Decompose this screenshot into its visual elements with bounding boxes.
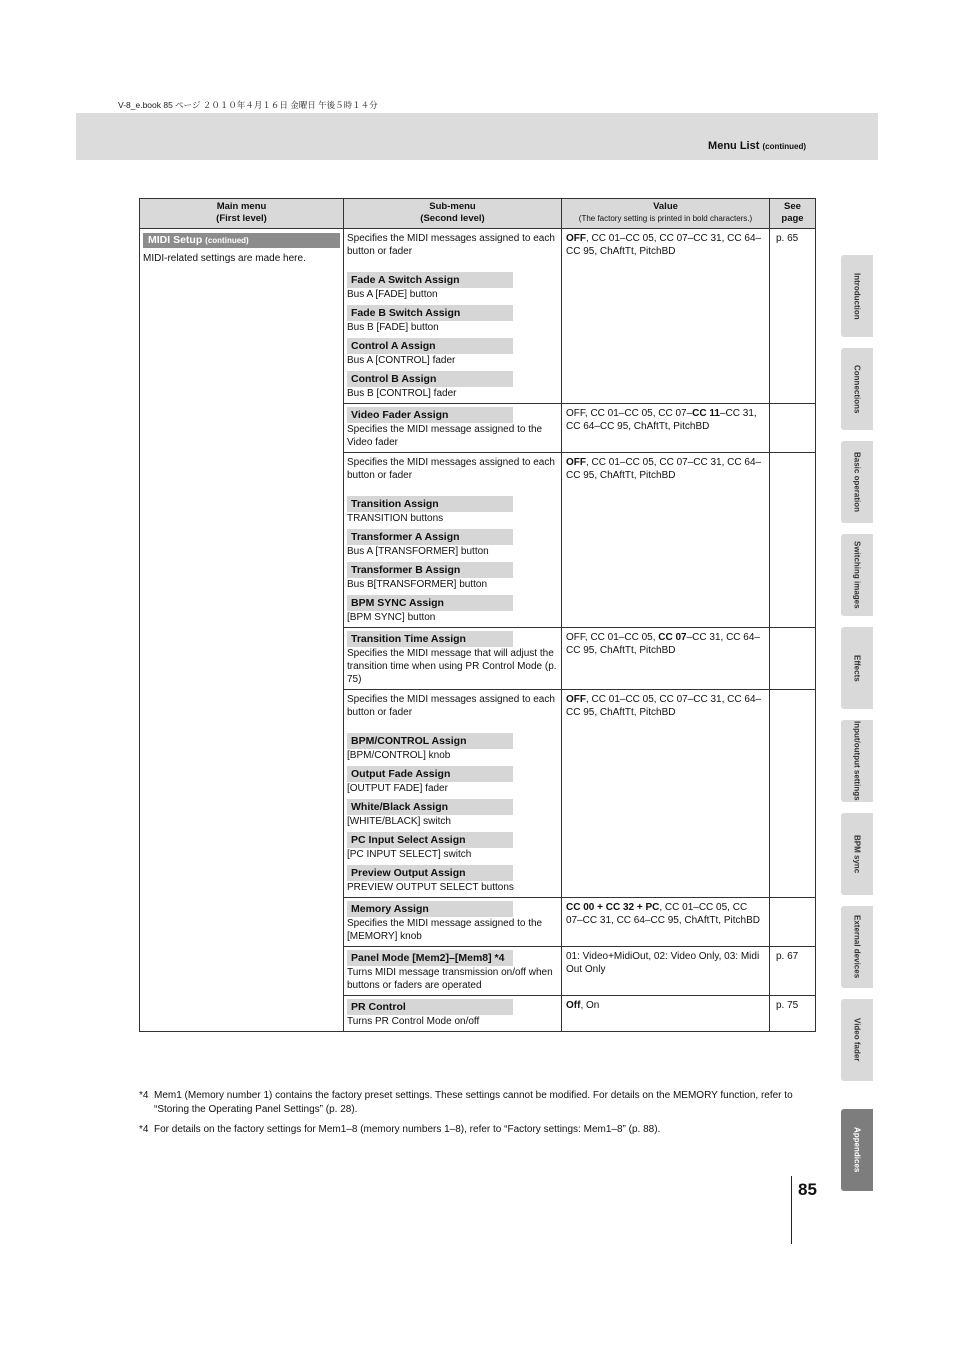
value-text: CC 11 [692, 408, 720, 419]
side-tab[interactable] [841, 720, 873, 802]
value-text: OFF [566, 457, 586, 468]
section-continued: (continued) [762, 142, 806, 151]
file-info: V-8_e.book 85 ページ ２０１０年４月１６日 金曜日 午後５時１４分 [118, 100, 378, 110]
value-text: , CC 01–CC 05, CC 07–CC 31, CC 64–CC 95, ChAftTt, PitchBD [566, 902, 760, 926]
sub-menu-label: Transition Time Assign [347, 631, 513, 647]
see-page-cell [770, 453, 816, 628]
sub-menu-label: Preview Output Assign [347, 865, 513, 881]
sub-menu-description: Bus A [TRANSFORMER] button [347, 546, 489, 557]
value-text: , CC 01–CC 05, CC 07–CC 31, CC 64–CC 95, ChAftTt, PitchBD [566, 694, 762, 718]
value-text: OFF, CC 01–CC 05, CC 07– [566, 408, 693, 419]
sub-menu-cell [344, 690, 562, 898]
header-see-page: See page [770, 199, 816, 229]
sub-menu-cell [344, 404, 562, 453]
footnotes [139, 1089, 815, 1143]
sub-menu-label: Memory Assign [347, 901, 513, 917]
main-menu-cell [140, 229, 344, 1032]
value-text: OFF [566, 694, 586, 705]
sub-menu-label: PR Control [347, 999, 513, 1015]
menu-table [139, 198, 816, 1032]
value-text: –CC 31, CC 64–CC 95, ChAftTt, PitchBD [566, 408, 757, 432]
sub-menu-cell [344, 453, 562, 628]
see-page-cell [770, 229, 816, 404]
side-tab[interactable] [841, 813, 873, 895]
sub-menu-cell [344, 898, 562, 947]
value-text: , CC 01–CC 05, CC 07–CC 31, CC 64–CC 95, ChAftTt, PitchBD [566, 457, 762, 481]
sub-menu-description: Bus A [CONTROL] fader [347, 355, 456, 366]
value-text: , CC 01–CC 05, CC 07–CC 31, CC 64–CC 95, ChAftTt, PitchBD [566, 233, 762, 257]
sub-menu-description: [WHITE/BLACK] switch [347, 816, 451, 827]
see-page-ref: p. 75 [776, 1000, 799, 1011]
value-text: –CC 31, CC 64–CC 95, ChAftTt, PitchBD [566, 632, 760, 656]
value-text: , On [580, 1000, 600, 1011]
value-text: 01: Video+MidiOut, 02: Video Only, 03: Midi Out Only [566, 951, 760, 975]
header-value: Value (The factory setting is printed in bold characters.) [562, 199, 770, 229]
see-page-cell [770, 690, 816, 898]
side-tab-label: Connections [852, 364, 862, 414]
see-page-cell [770, 898, 816, 947]
sub-menu-label: Video Fader Assign [347, 407, 513, 423]
sub-menu-description: Bus B [CONTROL] fader [347, 388, 457, 399]
see-page-cell [770, 996, 816, 1032]
side-tab[interactable] [841, 906, 873, 988]
sub-menu-description: [OUTPUT FADE] fader [347, 783, 448, 794]
value-cell [562, 947, 770, 996]
value-text: CC 00 + CC 32 + PC [566, 902, 660, 913]
sub-menu-label: Transformer A Assign [347, 529, 513, 545]
sub-menu-intro: Specifies the MIDI messages assigned to each button or fader [347, 694, 555, 718]
value-text: OFF, CC 01–CC 05, [566, 632, 659, 643]
value-cell [562, 453, 770, 628]
value-cell [562, 898, 770, 947]
footnote: *4 Mem1 (Memory number 1) contains the factory preset settings. These settings cannot be modified. For details on the MEMORY function, refer to “Storing the Operating Panel Settings” (p. 28). [139, 1090, 793, 1115]
side-tab-label: Switching images [852, 541, 862, 609]
header-band [76, 113, 878, 160]
main-menu-label: MIDI Setup (continued) [143, 233, 340, 248]
sub-menu-intro: Specifies the MIDI messages assigned to each button or fader [347, 457, 555, 481]
sub-menu-label: White/Black Assign [347, 799, 513, 815]
side-tab[interactable] [841, 255, 873, 337]
side-tab[interactable] [841, 348, 873, 430]
value-text: Off [566, 1000, 581, 1011]
sub-menu-label: BPM/CONTROL Assign [347, 733, 513, 749]
side-tab-label: External devices [852, 915, 862, 979]
sub-menu-description: Bus B[TRANSFORMER] button [347, 579, 488, 590]
table-header-row [140, 199, 816, 229]
page-number: 85 [798, 1180, 817, 1199]
side-tab[interactable] [841, 534, 873, 616]
sub-menu-label: Output Fade Assign [347, 766, 513, 782]
value-cell [562, 404, 770, 453]
side-tab[interactable] [841, 1109, 873, 1191]
side-tab-label: BPM sync [852, 834, 862, 874]
sub-menu-label: Control A Assign [347, 338, 513, 354]
side-tab-label: Video fader [852, 1018, 862, 1062]
sub-menu-description: Turns MIDI message transmission on/off when buttons or faders are operated [347, 967, 553, 991]
value-text: OFF [566, 233, 586, 244]
value-cell [562, 229, 770, 404]
value-cell [562, 690, 770, 898]
sub-menu-label: Panel Mode [Mem2]–[Mem8] *4 [347, 950, 513, 966]
sub-menu-description: Specifies the MIDI message assigned to the Video fader [347, 424, 543, 448]
sub-menu-description: Specifies the MIDI message that will adjust the transition time when using PR Control Mode (p. 75) [347, 648, 557, 685]
see-page-ref: p. 67 [776, 951, 799, 962]
sub-menu-description: [PC INPUT SELECT] switch [347, 849, 472, 860]
see-page-ref: p. 65 [776, 233, 799, 244]
sub-menu-description: Bus A [FADE] button [347, 289, 438, 300]
side-tab-label: Introduction [852, 272, 862, 320]
sub-menu-label: Control B Assign [347, 371, 513, 387]
value-cell [562, 628, 770, 690]
sub-menu-cell [344, 947, 562, 996]
sub-menu-label: BPM SYNC Assign [347, 595, 513, 611]
table-row [140, 229, 816, 404]
value-text: CC 07 [658, 632, 687, 643]
side-tab-label: Effects [852, 654, 862, 682]
sub-menu-description: Bus B [FADE] button [347, 322, 439, 333]
sub-menu-label: Transformer B Assign [347, 562, 513, 578]
sub-menu-label: Fade A Switch Assign [347, 272, 513, 288]
sub-menu-cell [344, 229, 562, 404]
sub-menu-description: [BPM SYNC] button [347, 612, 436, 623]
sub-menu-cell [344, 996, 562, 1032]
sub-menu-label: Transition Assign [347, 496, 513, 512]
sub-menu-description: Specifies the MIDI message assigned to the [MEMORY] knob [347, 918, 543, 942]
sub-menu-label: Fade B Switch Assign [347, 305, 513, 321]
side-tab[interactable] [841, 441, 873, 523]
sub-menu-cell [344, 628, 562, 690]
section-title-text: Menu List [708, 140, 760, 152]
side-tab-label: Appendices [852, 1127, 862, 1173]
header-main-menu: Main menu (First level) [140, 199, 344, 229]
sub-menu-description: [BPM/CONTROL] knob [347, 750, 451, 761]
see-page-cell [770, 404, 816, 453]
sub-menu-description: Turns PR Control Mode on/off [347, 1016, 480, 1027]
side-tab[interactable] [841, 999, 873, 1081]
value-cell [562, 996, 770, 1032]
page-number-rule [791, 1176, 792, 1244]
main-menu-description: MIDI-related settings are made here. [143, 253, 306, 264]
sub-menu-description: TRANSITION buttons [347, 513, 444, 524]
sub-menu-description: PREVIEW OUTPUT SELECT buttons [347, 882, 514, 893]
header-sub-menu: Sub-menu (Second level) [344, 199, 562, 229]
section-title [708, 140, 806, 152]
see-page-cell [770, 628, 816, 690]
footnote: *4 For details on the factory settings for Mem1–8 (memory numbers 1–8), refer to “Factory settings: Mem1–8” (p. 88). [139, 1124, 661, 1135]
side-tab-label: Basic operation [852, 451, 862, 512]
sub-menu-label: PC Input Select Assign [347, 832, 513, 848]
see-page-cell [770, 947, 816, 996]
sub-menu-intro: Specifies the MIDI messages assigned to each button or fader [347, 233, 555, 257]
side-tab-label: Input/output settings [852, 721, 862, 801]
side-tab[interactable] [841, 627, 873, 709]
